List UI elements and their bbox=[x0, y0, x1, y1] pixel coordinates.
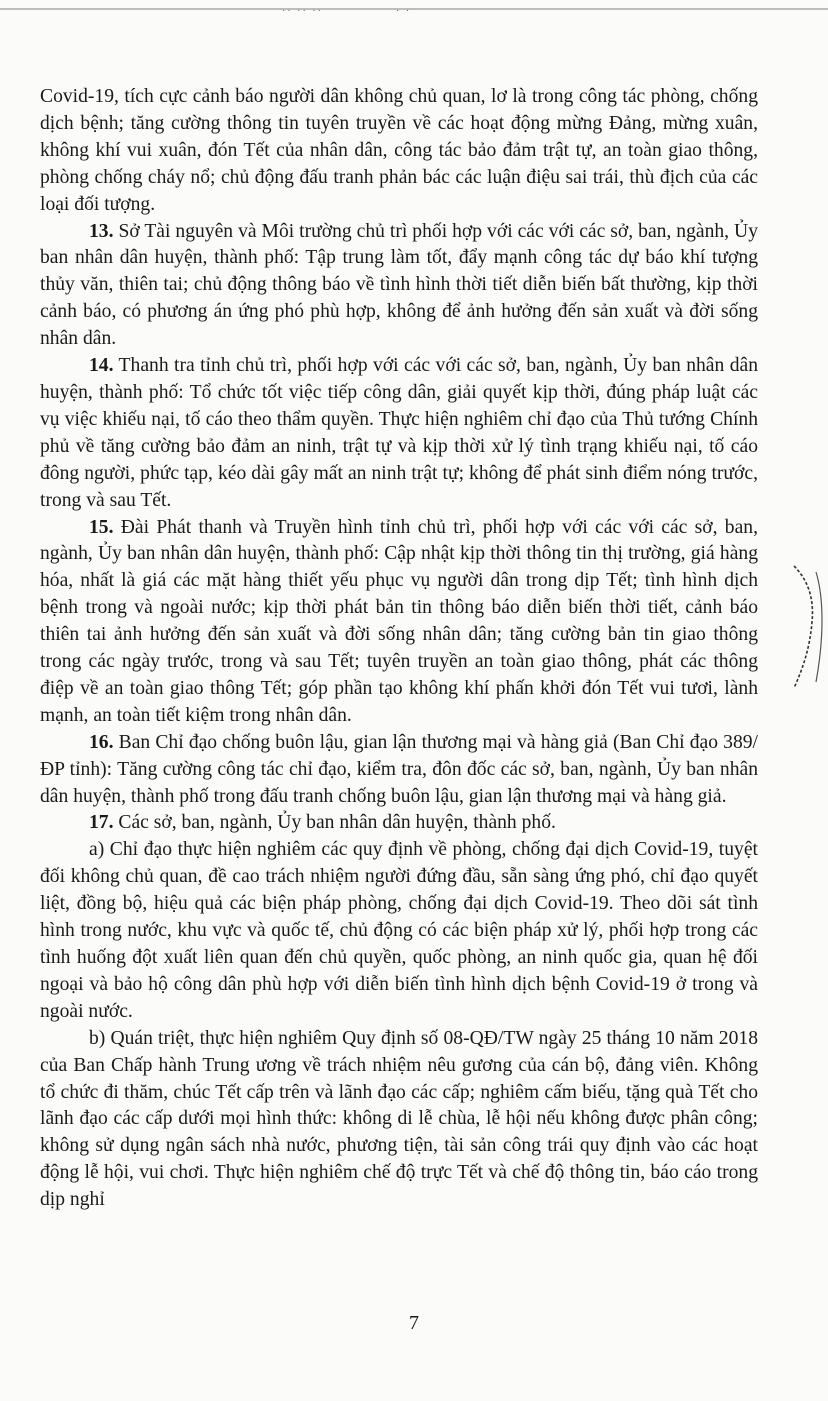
scan-artifact-mark: ·· ·· ·· bbox=[282, 6, 323, 17]
paragraph-text: a) Chỉ đạo thực hiện nghiêm các quy định về phòng, chống đại dịch Covid-19, tuyệt đối không chủ quan, đề cao trách nhiệm người đứng đầu, sẵn sàng ứng phó, chỉ đạo quyết liệt, đồng bộ, hiệu quả các biện pháp phòng, chống đại dịch Covid-19. Theo dõi sát tình hình trong nước, khu vực và quốc tế, chủ động có các biện pháp xử lý, phối hợp trong các tình huống đột xuất liên quan đến chủ quyền, quốc phòng, an ninh quốc gia, quan hệ đối ngoại và bảo hộ công dân phù hợp với diễn biến tình hình dịch bệnh Covid-19 ở trong và ngoài nước. bbox=[40, 839, 758, 1022]
paragraph-text: Sở Tài nguyên và Môi trường chủ trì phối hợp với các với các sở, ban, ngành, Ủy ban nhân dân huyện, thành phố: Tập trung làm tốt, đẩy mạnh công tác dự báo khí tượng thủy văn, thiên tai; chủ động thông báo về tình hình thời tiết diễn biến bất thường, kịp thời cảnh báo, có phương án ứng phó phù hợp, không để ảnh hưởng đến sản xuất và đời sống nhân dân. bbox=[40, 220, 758, 350]
paragraph-text: Thanh tra tỉnh chủ trì, phối hợp với các với các sở, ban, ngành, Ủy ban nhân dân huyện, thành phố: Tổ chức tốt việc tiếp công dân, giải quyết kịp thời, đúng pháp luật các vụ việc khiếu nại, tố cáo theo thẩm quyền. Thực hiện nghiêm chỉ đạo của Thủ tướng Chính phủ về tăng cường bảo đảm an ninh, trật tự và kịp thời xử lý tình trạng khiếu nại, tố cáo đông người, phức tạp, kéo dài gây mất an ninh trật tự; không để phát sinh điểm nóng trước, trong và sau Tết. bbox=[40, 355, 758, 511]
paragraph-item-17 bbox=[40, 810, 758, 837]
paragraph-item-17b bbox=[40, 1026, 758, 1214]
item-number: 16. bbox=[89, 731, 114, 753]
item-number: 13. bbox=[89, 220, 114, 242]
scan-edge-line bbox=[0, 8, 828, 10]
paragraph-text: Covid-19, tích cực cảnh báo người dân không chủ quan, lơ là trong công tác phòng, chống dịch bệnh; tăng cường thông tin tuyên truyền về các hoạt động mừng Đảng, mừng xuân, không khí vui xuân, đón Tết của nhân dân, công tác bảo đảm trật tự, an toàn giao thông, phòng chống cháy nổ; chủ động đấu tranh phản bác các luận điệu sai trái, thù địch của các loại đối tượng. bbox=[40, 86, 758, 215]
paragraph-text: Đài Phát thanh và Truyền hình tỉnh chủ trì, phối hợp với các với các sở, ban, ngành, Ủy ban nhân dân huyện, thành phố: Cập nhật kịp thời thông tin thị trường, giá hàng hóa, nhất là giá các mặt hàng thiết yếu phục vụ người dân trong dịp Tết; tình hình dịch bệnh trong và ngoài nước; kịp thời phát bản tin thông báo diễn biến thời tiết, cảnh báo thiên tai ảnh hưởng đến sản xuất và đời sống nhân dân; tăng cường bản tin giao thông trong các ngày trước, trong và sau Tết; tuyên truyền an toàn giao thông, phát các thông điệp về an toàn giao thông Tết; góp phần tạo không khí phấn khởi đón Tết vui tươi, lành mạnh, an toàn tiết kiệm trong nhân dân. bbox=[40, 516, 758, 726]
item-number: 14. bbox=[89, 355, 114, 377]
paragraph-continuation bbox=[40, 84, 758, 219]
paragraph-text: b) Quán triệt, thực hiện nghiêm Quy định số 08-QĐ/TW ngày 25 tháng 10 năm 2018 của Ban Chấp hành Trung ương về trách nhiệm nêu gương của cán bộ, đảng viên. Không tổ chức đi thăm, chúc Tết cấp trên và lãnh đạo các cấp; nghiêm cấm biếu, tặng quà Tết cho lãnh đạo các cấp dưới mọi hình thức: không di lễ chùa, lễ hội nếu không được phân công; không sử dụng ngân sách nhà nước, phương tiện, tài sản công trái quy định vào các hoạt động lễ hội, vui chơi. Thực hiện nghiêm chế độ trực Tết và chế độ thông tin, báo cáo trong dịp nghỉ bbox=[40, 1027, 758, 1211]
paragraph-text: Ban Chỉ đạo chống buôn lậu, gian lận thương mại và hàng giả (Ban Chỉ đạo 389/ĐP tỉnh): Tăng cường công tác chỉ đạo, kiểm tra, đôn đốc các sở, ban, ngành, Ủy ban nhân dân huyện, thành phố trong đấu tranh chống buôn lậu, gian lận thương mại và hàng giả. bbox=[40, 731, 758, 807]
document-body bbox=[40, 84, 758, 1214]
paragraph-item-13 bbox=[40, 219, 758, 354]
paragraph-text: Các sở, ban, ngành, Ủy ban nhân dân huyện, thành phố. bbox=[113, 812, 556, 834]
paragraph-item-16 bbox=[40, 730, 758, 811]
page-number: 7 bbox=[409, 1312, 419, 1334]
scan-artifact-mark: · · bbox=[396, 6, 412, 17]
paragraph-item-17a bbox=[40, 837, 758, 1025]
binding-mark bbox=[788, 562, 828, 692]
paragraph-item-15 bbox=[40, 515, 758, 730]
item-number: 17. bbox=[89, 812, 114, 834]
paragraph-item-14 bbox=[40, 353, 758, 514]
item-number: 15. bbox=[89, 516, 114, 538]
